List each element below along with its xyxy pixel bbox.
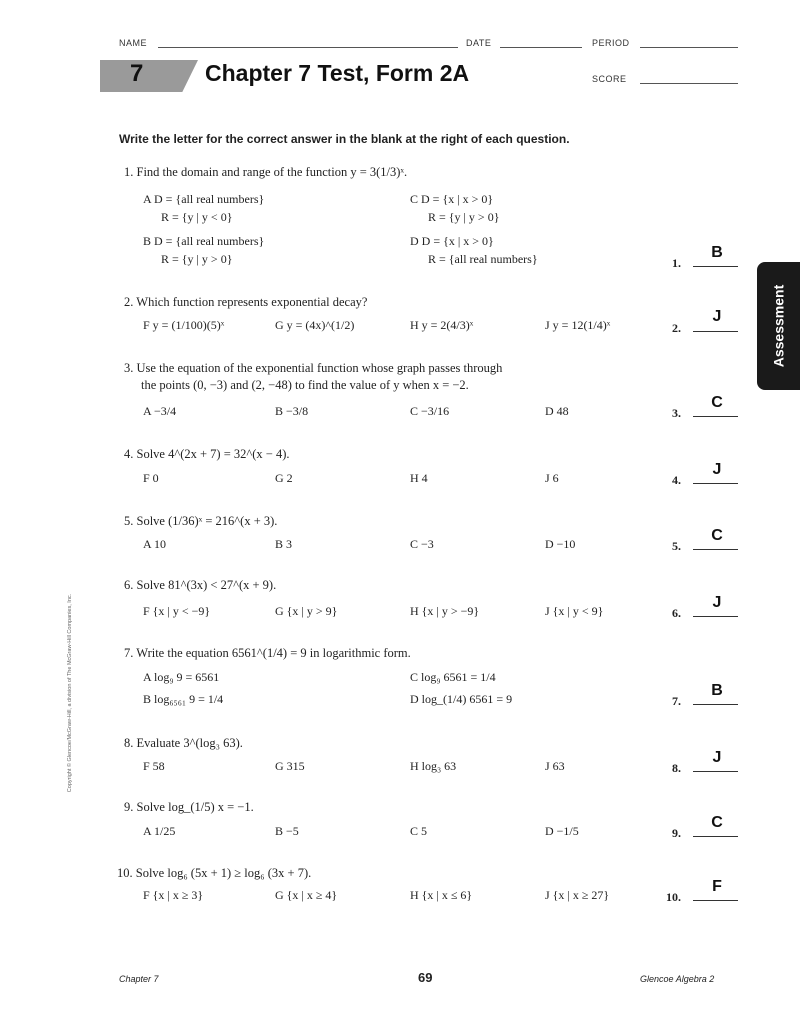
option-text: F {x | y < −9} [143,604,211,618]
question-stem: 2. Which function represents exponential decay? [124,295,368,309]
footer-book-title: Glencoe Algebra 2 [640,974,715,984]
answer-number: 7. [672,694,681,708]
option-text: B −5 [275,824,299,838]
option-text: D −10 [545,537,576,551]
option-text: C −3 [410,537,434,551]
option-text: D −1/5 [545,824,579,838]
period-field[interactable] [640,47,738,48]
answer-number: 2. [672,321,681,335]
question-stem: 5. Solve (1/36)ˣ = 216^(x + 3). [124,514,278,528]
option-text: C log₉ 6561 = 1/4 [410,670,496,684]
answer-blank[interactable] [693,266,738,267]
page-number: 69 [418,970,433,985]
option-text: G y = (4x)^(1/2) [275,318,355,332]
question-stem: 7. Write the equation 6561^(1/4) = 9 in logarithmic form. [124,646,411,660]
answer-value: J [712,749,722,766]
option-text: B −3/8 [275,404,309,418]
question-stem: 8. Evaluate 3^(log₃ 63). [124,736,243,750]
answer-value: C [711,394,723,411]
option-text: R = {y | y > 0} [428,210,500,224]
copyright-notice: Copyright © Glencoe/McGraw-Hill, a division of The McGraw-Hill Companies, Inc. [67,593,73,793]
answer-value: C [711,814,723,831]
answer-number: 10. [666,890,681,904]
option-text: H y = 2(4/3)ˣ [410,318,474,332]
option-text: F 58 [143,759,165,773]
question-stem: 6. Solve 81^(3x) < 27^(x + 9). [124,578,277,592]
name-label: NAME [119,38,148,48]
score-field[interactable] [640,83,738,84]
question-stem: 1. Find the domain and range of the function y = 3(1/3)ˣ. [124,165,408,179]
option-text: H {x | y > −9} [410,604,480,618]
option-text: J 63 [545,759,565,773]
answer-blank[interactable] [693,416,738,417]
answer-value: C [711,527,723,544]
option-text: F y = (1/100)(5)ˣ [143,318,225,332]
answer-blank[interactable] [693,483,738,484]
option-text: F {x | x ≥ 3} [143,888,204,902]
option-text: R = {y | y < 0} [161,210,233,224]
assessment-tab [757,262,800,390]
option-text: G 315 [275,759,305,773]
option-text: B D = {all real numbers} [143,234,265,248]
answer-blank[interactable] [693,549,738,550]
answer-value: F [712,878,722,895]
answer-number: 1. [672,256,681,270]
answer-number: 9. [672,826,681,840]
score-label: SCORE [592,74,627,84]
question-stem: 4. Solve 4^(2x + 7) = 32^(x − 4). [124,447,290,461]
option-text: J y = 12(1/4)ˣ [545,318,611,332]
option-text: G {x | x ≥ 4} [275,888,338,902]
answer-value: B [711,682,723,699]
name-field[interactable] [158,47,458,48]
option-text: R = {y | y > 0} [161,252,233,266]
answer-blank[interactable] [693,331,738,332]
date-label: DATE [466,38,492,48]
answer-number: 6. [672,606,681,620]
option-text: C −3/16 [410,404,450,418]
option-text: A log₉ 9 = 6561 [143,670,220,684]
option-text: B log₆₅₆₁ 9 = 1/4 [143,692,224,706]
option-text: C D = {x | x > 0} [410,192,494,206]
question-stem: 9. Solve log_(1/5) x = −1. [124,800,254,814]
option-text: D D = {x | x > 0} [410,234,494,248]
chapter-number: 7 [130,60,144,87]
option-text: H 4 [410,471,428,485]
option-text: B 3 [275,537,293,551]
option-text: C 5 [410,824,428,838]
option-text: A 1/25 [143,824,176,838]
option-text: H log₃ 63 [410,759,457,773]
question-stem: 3. Use the equation of the exponential function whose graph passes through [124,361,503,375]
option-text: D log_(1/4) 6561 = 9 [410,692,513,706]
instructions: Write the letter for the correct answer in the blank at the right of each question. [119,132,570,146]
date-field[interactable] [500,47,582,48]
answer-value: B [711,244,723,261]
option-text: A D = {all real numbers} [143,192,265,206]
option-text: D 48 [545,404,569,418]
option-text: G {x | y > 9} [275,604,338,618]
answer-number: 8. [672,761,681,775]
option-text: F 0 [143,471,159,485]
answer-value: J [712,461,722,478]
page-title: Chapter 7 Test, Form 2A [205,60,470,86]
option-text: J {x | y < 9} [545,604,604,618]
answer-number: 4. [672,473,681,487]
option-text: H {x | x ≤ 6} [410,888,473,902]
option-text: R = {all real numbers} [428,252,538,266]
question-stem-continued: the points (0, −3) and (2, −48) to find the value of y when x = −2. [141,378,469,392]
option-text: G 2 [275,471,293,485]
option-text: J {x | x ≥ 27} [545,888,610,902]
answer-blank[interactable] [693,836,738,837]
option-text: J 6 [545,471,559,485]
period-label: PERIOD [592,38,630,48]
answer-number: 5. [672,539,681,553]
answer-value: J [712,594,722,611]
answer-blank[interactable] [693,616,738,617]
option-text: A −3/4 [143,404,177,418]
chapter-banner [100,60,198,92]
assessment-tab-label: Assessment [770,284,787,368]
answer-blank[interactable] [693,900,738,901]
answer-number: 3. [672,406,681,420]
answer-blank[interactable] [693,704,738,705]
question-stem: 10. Solve log₆ (5x + 1) ≥ log₆ (3x + 7). [117,866,312,880]
option-text: A 10 [143,537,167,551]
footer-chapter: Chapter 7 [119,974,159,984]
answer-value: J [712,308,722,325]
answer-blank[interactable] [693,771,738,772]
